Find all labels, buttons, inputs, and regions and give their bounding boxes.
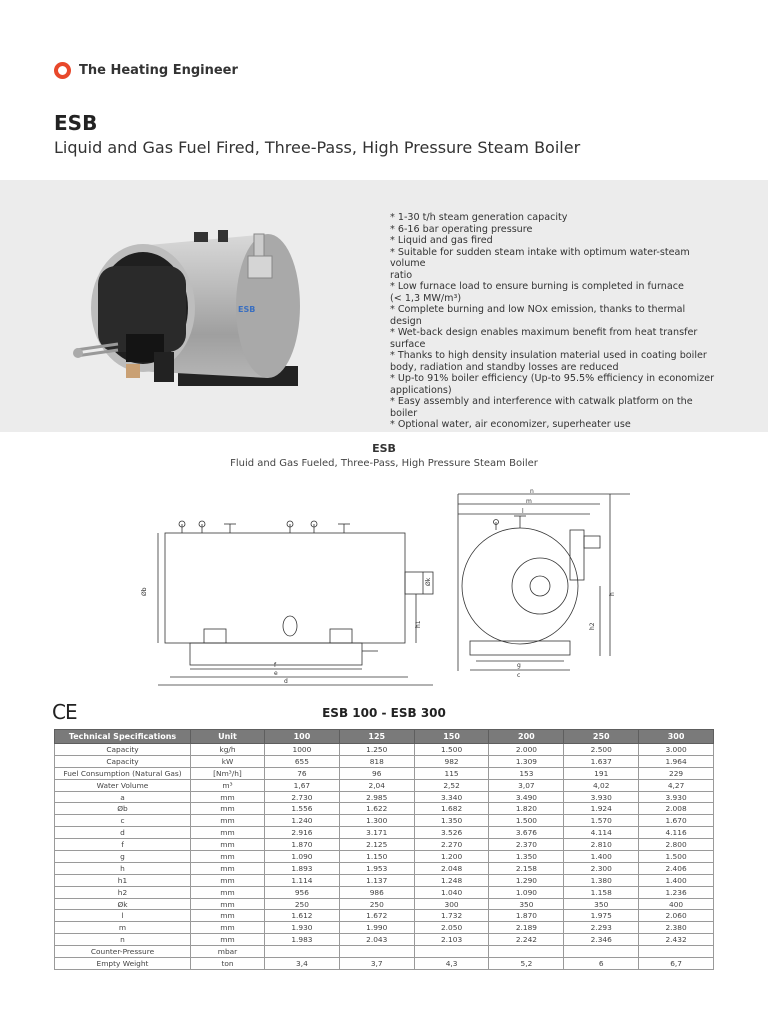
- table-cell: m³: [191, 779, 265, 791]
- table-cell: d: [55, 827, 191, 839]
- table-cell: 1.158: [564, 886, 639, 898]
- table-cell: 1.309: [489, 755, 564, 767]
- feature-line: applications): [390, 384, 452, 396]
- table-cell: 2.810: [564, 839, 639, 851]
- header-cell: 200: [489, 730, 564, 744]
- table-cell: 1.930: [265, 922, 340, 934]
- table-cell: 1.236: [639, 886, 714, 898]
- hero-section: [0, 180, 768, 432]
- table-cell: 2,04: [339, 779, 414, 791]
- table-cell: 2.293: [564, 922, 639, 934]
- table-cell: 3.676: [489, 827, 564, 839]
- table-row: [55, 851, 714, 863]
- dim-label-h1: h1: [415, 620, 422, 628]
- table-cell: Fuel Consumption (Natural Gas): [55, 767, 191, 779]
- table-cell: mm: [191, 791, 265, 803]
- table-cell: h: [55, 862, 191, 874]
- table-row: [55, 946, 714, 958]
- dim-label-h: h: [609, 592, 616, 596]
- table-row: [55, 934, 714, 946]
- table-cell: Counter-Pressure: [55, 946, 191, 958]
- table-cell: 1000: [265, 744, 340, 756]
- table-cell: 1.290: [489, 874, 564, 886]
- dim-label-d: d: [284, 678, 288, 685]
- brand: [54, 62, 238, 79]
- table-cell: mm: [191, 922, 265, 934]
- table-cell: 818: [339, 755, 414, 767]
- table-row: [55, 744, 714, 756]
- table-cell: 986: [339, 886, 414, 898]
- table-cell: g: [55, 851, 191, 863]
- table-row: [55, 898, 714, 910]
- table-cell: 1.953: [339, 862, 414, 874]
- table-cell: ton: [191, 958, 265, 970]
- table-cell: 2.050: [414, 922, 489, 934]
- table-cell: 1.137: [339, 874, 414, 886]
- table-cell: 2.103: [414, 934, 489, 946]
- feature-line: (< 1,3 MW/m³): [390, 292, 462, 304]
- table-cell: 2.060: [639, 910, 714, 922]
- feature-line: * 6-16 bar operating pressure: [390, 223, 533, 235]
- spec-table-title: ESB 100 - ESB 300: [322, 706, 446, 720]
- table-cell: f: [55, 839, 191, 851]
- table-cell: c: [55, 815, 191, 827]
- table-row: [55, 910, 714, 922]
- table-cell: 1.612: [265, 910, 340, 922]
- table-row: [55, 767, 714, 779]
- dim-label-k: Øk: [425, 577, 432, 586]
- table-cell: mm: [191, 803, 265, 815]
- table-cell: 2.300: [564, 862, 639, 874]
- feature-line: ratio: [390, 269, 413, 281]
- table-cell: 300: [414, 898, 489, 910]
- table-cell: 1.350: [414, 815, 489, 827]
- feature-line: * Complete burning and low NOx emission, thanks to thermal design: [390, 304, 686, 327]
- table-cell: 76: [265, 767, 340, 779]
- table-cell: 1.622: [339, 803, 414, 815]
- table-cell: 2.189: [489, 922, 564, 934]
- table-row: [55, 815, 714, 827]
- table-cell: 4,02: [564, 779, 639, 791]
- table-cell: 1.114: [265, 874, 340, 886]
- svg-text:ESB: ESB: [238, 305, 256, 314]
- table-cell: 1.870: [489, 910, 564, 922]
- technical-drawing: [130, 486, 630, 696]
- table-row: [55, 755, 714, 767]
- table-cell: l: [55, 910, 191, 922]
- table-cell: 1.400: [639, 874, 714, 886]
- table-cell: 350: [564, 898, 639, 910]
- table-cell: mm: [191, 898, 265, 910]
- table-cell: Øb: [55, 803, 191, 815]
- table-cell: mm: [191, 910, 265, 922]
- table-cell: m: [55, 922, 191, 934]
- feature-line: * Low furnace load to ensure burning is completed in furnace: [390, 281, 684, 292]
- feature-list: [390, 212, 720, 431]
- feature-line: * Liquid and gas fired: [390, 235, 493, 246]
- table-cell: 1.983: [265, 934, 340, 946]
- table-row: [55, 922, 714, 934]
- feature-line: * Wet-back design enables maximum benefit from heat transfer: [390, 327, 698, 338]
- table-cell: 2.916: [265, 827, 340, 839]
- table-cell: 1.090: [265, 851, 340, 863]
- table-cell: 1.975: [564, 910, 639, 922]
- table-cell: [265, 946, 340, 958]
- table-cell: mbar: [191, 946, 265, 958]
- table-cell: 115: [414, 767, 489, 779]
- table-cell: 5,2: [489, 958, 564, 970]
- boiler-product-image: [68, 216, 308, 396]
- dim-label-f: f: [274, 662, 277, 669]
- table-cell: 2.043: [339, 934, 414, 946]
- table-cell: n: [55, 934, 191, 946]
- table-cell: 4.114: [564, 827, 639, 839]
- drawing-title: ESB: [372, 442, 396, 455]
- table-cell: 1.248: [414, 874, 489, 886]
- table-cell: 2.242: [489, 934, 564, 946]
- table-cell: 1.570: [564, 815, 639, 827]
- table-row: [55, 874, 714, 886]
- table-cell: 350: [489, 898, 564, 910]
- feature-line: surface: [390, 338, 426, 350]
- table-cell: 4,3: [414, 958, 489, 970]
- table-cell: mm: [191, 827, 265, 839]
- table-cell: [489, 946, 564, 958]
- table-cell: 1.500: [639, 851, 714, 863]
- table-cell: [414, 946, 489, 958]
- table-cell: [639, 946, 714, 958]
- table-cell: a: [55, 791, 191, 803]
- table-cell: 3.526: [414, 827, 489, 839]
- table-cell: 2.432: [639, 934, 714, 946]
- table-cell: 1.672: [339, 910, 414, 922]
- feature-line: * 1-30 t/h steam generation capacity: [390, 212, 568, 223]
- table-cell: 4.116: [639, 827, 714, 839]
- dim-label-e: e: [274, 670, 278, 677]
- header-cell: 150: [414, 730, 489, 744]
- table-cell: 6: [564, 958, 639, 970]
- table-cell: 2.158: [489, 862, 564, 874]
- feature-line: * Up-to 91% boiler efficiency (Up-to 95.5% efficiency in economizer: [390, 373, 715, 384]
- table-cell: 3.930: [639, 791, 714, 803]
- table-cell: 2.008: [639, 803, 714, 815]
- header-cell: Technical Specifications: [55, 730, 191, 744]
- dim-label-b: Øb: [141, 587, 148, 596]
- table-cell: 3.490: [489, 791, 564, 803]
- feature-line: * Suitable for sudden steam intake with optimum water-steam volume: [390, 246, 690, 269]
- spec-table: [54, 729, 714, 970]
- page-title: ESB: [54, 111, 98, 135]
- table-cell: 2.380: [639, 922, 714, 934]
- header-cell: 100: [265, 730, 340, 744]
- table-cell: 1.150: [339, 851, 414, 863]
- table-cell: 655: [265, 755, 340, 767]
- table-cell: 3,4: [265, 958, 340, 970]
- dim-label-g: g: [517, 662, 521, 669]
- table-cell: 229: [639, 767, 714, 779]
- table-cell: 3.171: [339, 827, 414, 839]
- table-cell: 3,07: [489, 779, 564, 791]
- table-cell: 2.125: [339, 839, 414, 851]
- table-row: [55, 827, 714, 839]
- table-cell: 1.090: [489, 886, 564, 898]
- table-cell: 2.800: [639, 839, 714, 851]
- table-cell: 1.924: [564, 803, 639, 815]
- table-cell: 1.400: [564, 851, 639, 863]
- table-cell: Empty Weight: [55, 958, 191, 970]
- table-row: [55, 803, 714, 815]
- table-cell: mm: [191, 934, 265, 946]
- table-cell: mm: [191, 851, 265, 863]
- table-cell: kg/h: [191, 744, 265, 756]
- table-cell: 2.370: [489, 839, 564, 851]
- table-cell: mm: [191, 862, 265, 874]
- table-cell: 153: [489, 767, 564, 779]
- table-cell: mm: [191, 839, 265, 851]
- spec-table-body: [55, 744, 714, 970]
- table-cell: 2.500: [564, 744, 639, 756]
- table-cell: 6,7: [639, 958, 714, 970]
- table-cell: 3.930: [564, 791, 639, 803]
- table-row: [55, 958, 714, 970]
- feature-line: * Easy assembly and interference with catwalk platform on the boiler: [390, 396, 693, 419]
- table-row: [55, 862, 714, 874]
- table-cell: 191: [564, 767, 639, 779]
- table-cell: 2.048: [414, 862, 489, 874]
- table-cell: 3.000: [639, 744, 714, 756]
- table-cell: [Nm³/h]: [191, 767, 265, 779]
- table-cell: [339, 946, 414, 958]
- table-cell: 1.250: [339, 744, 414, 756]
- table-cell: [564, 946, 639, 958]
- table-row: [55, 791, 714, 803]
- table-cell: 1.637: [564, 755, 639, 767]
- table-cell: 1.964: [639, 755, 714, 767]
- table-cell: h1: [55, 874, 191, 886]
- brand-logo-icon: [54, 62, 71, 79]
- table-cell: 1.670: [639, 815, 714, 827]
- table-cell: 982: [414, 755, 489, 767]
- table-cell: Capacity: [55, 755, 191, 767]
- table-cell: 250: [339, 898, 414, 910]
- table-cell: 2,52: [414, 779, 489, 791]
- table-row: [55, 886, 714, 898]
- table-cell: 2.270: [414, 839, 489, 851]
- brand-name: The Heating Engineer: [79, 63, 238, 78]
- table-cell: 2.985: [339, 791, 414, 803]
- table-row: [55, 779, 714, 791]
- table-row: [55, 839, 714, 851]
- table-cell: 96: [339, 767, 414, 779]
- table-cell: Øk: [55, 898, 191, 910]
- feature-line: * Optional water, air economizer, superheater use: [390, 419, 631, 430]
- feature-line: * Thanks to high density insulation material used in coating boiler: [390, 350, 707, 361]
- drawing-subtitle: Fluid and Gas Fueled, Three-Pass, High Pressure Steam Boiler: [230, 458, 538, 469]
- dim-label-l: l: [522, 508, 524, 515]
- dim-label-h2: h2: [589, 622, 596, 630]
- table-cell: 1.732: [414, 910, 489, 922]
- page-subtitle: Liquid and Gas Fuel Fired, Three-Pass, High Pressure Steam Boiler: [54, 138, 581, 157]
- table-cell: 1.990: [339, 922, 414, 934]
- table-cell: 1.240: [265, 815, 340, 827]
- table-cell: 1.500: [414, 744, 489, 756]
- header-cell: 300: [639, 730, 714, 744]
- dim-label-n: n: [530, 488, 534, 495]
- table-cell: kW: [191, 755, 265, 767]
- feature-line: body, radiation and standby losses are reduced: [390, 361, 619, 373]
- table-cell: 1.300: [339, 815, 414, 827]
- table-cell: 2.346: [564, 934, 639, 946]
- table-cell: 4,27: [639, 779, 714, 791]
- spec-table-header: [55, 730, 714, 744]
- table-cell: 1.500: [489, 815, 564, 827]
- header-cell: 250: [564, 730, 639, 744]
- dim-label-m: m: [526, 498, 532, 505]
- table-cell: h2: [55, 886, 191, 898]
- table-cell: 1.200: [414, 851, 489, 863]
- header-cell: 125: [339, 730, 414, 744]
- table-cell: 2.000: [489, 744, 564, 756]
- table-cell: 3.340: [414, 791, 489, 803]
- table-cell: 1.040: [414, 886, 489, 898]
- table-cell: 1.556: [265, 803, 340, 815]
- table-cell: 1.682: [414, 803, 489, 815]
- table-cell: 1.893: [265, 862, 340, 874]
- header-cell: Unit: [191, 730, 265, 744]
- table-cell: 1.820: [489, 803, 564, 815]
- table-cell: 400: [639, 898, 714, 910]
- table-cell: mm: [191, 815, 265, 827]
- table-cell: 1.350: [489, 851, 564, 863]
- table-cell: 3,7: [339, 958, 414, 970]
- table-cell: 2.406: [639, 862, 714, 874]
- ce-mark: CE: [52, 700, 77, 724]
- table-cell: 1,67: [265, 779, 340, 791]
- table-cell: mm: [191, 886, 265, 898]
- table-cell: 250: [265, 898, 340, 910]
- table-cell: Capacity: [55, 744, 191, 756]
- table-cell: mm: [191, 874, 265, 886]
- dim-label-c: c: [517, 672, 521, 679]
- table-cell: 1.870: [265, 839, 340, 851]
- table-cell: Water Volume: [55, 779, 191, 791]
- table-cell: 2.730: [265, 791, 340, 803]
- table-cell: 956: [265, 886, 340, 898]
- table-cell: 1.380: [564, 874, 639, 886]
